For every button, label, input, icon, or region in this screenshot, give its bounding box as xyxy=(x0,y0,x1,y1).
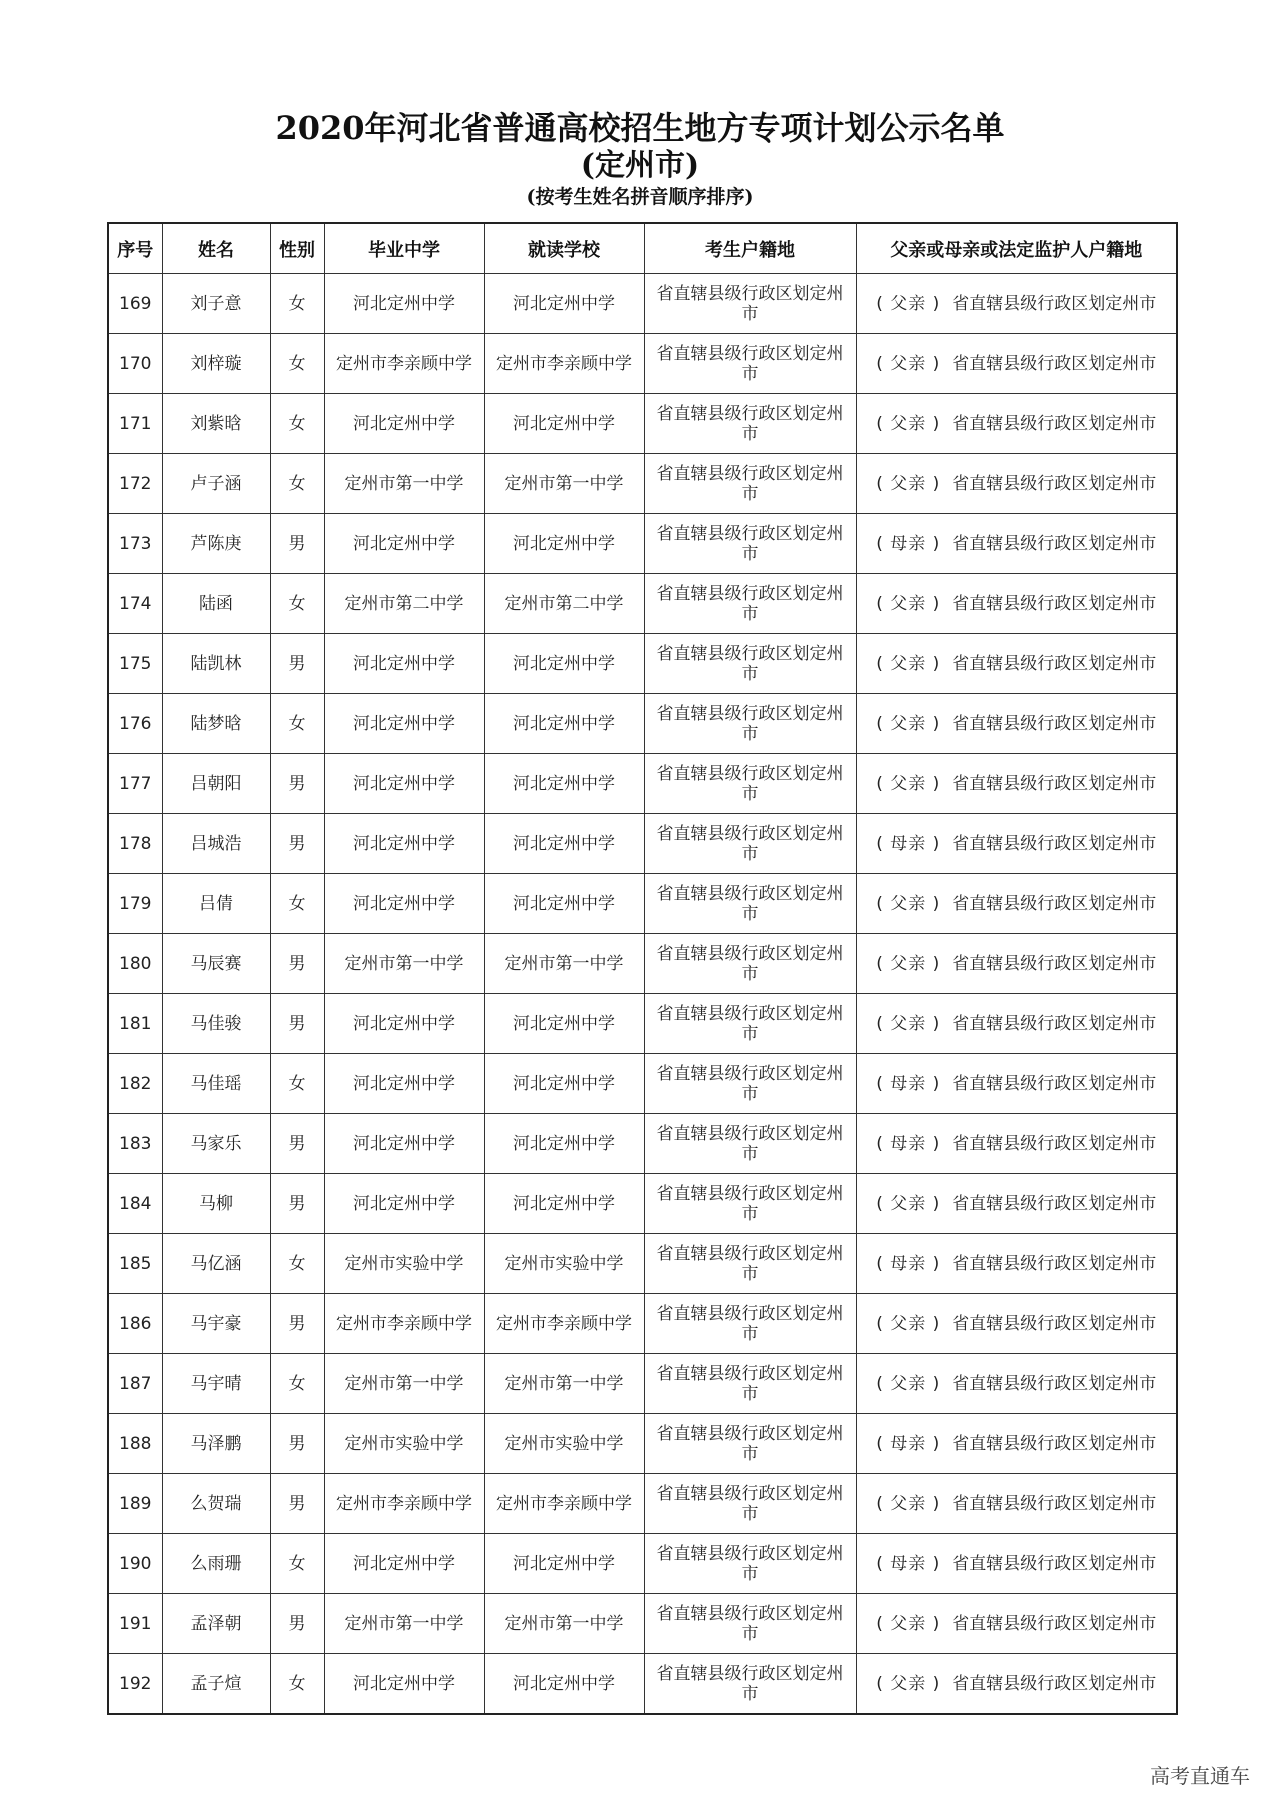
table-row xyxy=(108,274,1177,334)
cell-guardian-hukou xyxy=(856,874,1177,934)
cell-hukou: 省直辖县级行政区划定州市 xyxy=(644,1294,856,1354)
guardian-place: 省直辖县级行政区划定州市 xyxy=(952,1553,1157,1574)
cell-hukou: 省直辖县级行政区划定州市 xyxy=(644,934,856,994)
cell-grad-school: 河北定州中学 xyxy=(324,1174,484,1234)
cell-current-school: 河北定州中学 xyxy=(484,1174,644,1234)
table-row xyxy=(108,1174,1177,1234)
table-row xyxy=(108,1294,1177,1354)
cell-gender: 女 xyxy=(270,1234,324,1294)
guardian-relation: ( 父亲 ) xyxy=(876,713,941,734)
cell-grad-school: 河北定州中学 xyxy=(324,634,484,694)
page-title: 2020年河北省普通高校招生地方专项计划公示名单 xyxy=(275,109,1005,147)
cell-grad-school: 定州市实验中学 xyxy=(324,1234,484,1294)
cell-hukou: 省直辖县级行政区划定州市 xyxy=(644,514,856,574)
guardian-relation: ( 父亲 ) xyxy=(876,353,941,374)
header-row xyxy=(108,223,1177,274)
table-header xyxy=(108,223,1177,274)
cell-guardian-hukou xyxy=(856,814,1177,874)
cell-current-school: 定州市第二中学 xyxy=(484,574,644,634)
guardian-place: 省直辖县级行政区划定州市 xyxy=(952,473,1157,494)
guardian-relation: ( 父亲 ) xyxy=(876,293,941,314)
cell-guardian-hukou xyxy=(856,1654,1177,1715)
cell-guardian-hukou xyxy=(856,1054,1177,1114)
cell-name: 么雨珊 xyxy=(162,1534,270,1594)
cell-current-school: 定州市李亲顾中学 xyxy=(484,1294,644,1354)
cell-name: 孟泽朝 xyxy=(162,1594,270,1654)
cell-gender: 男 xyxy=(270,1414,324,1474)
table-body xyxy=(108,274,1177,1715)
table-row xyxy=(108,754,1177,814)
cell-gender: 男 xyxy=(270,1474,324,1534)
guardian-relation: ( 母亲 ) xyxy=(876,1433,941,1454)
cell-name: 陆函 xyxy=(162,574,270,634)
guardian-relation: ( 母亲 ) xyxy=(876,533,941,554)
guardian-place: 省直辖县级行政区划定州市 xyxy=(952,1373,1157,1394)
cell-hukou: 省直辖县级行政区划定州市 xyxy=(644,694,856,754)
cell-gender: 男 xyxy=(270,1174,324,1234)
header-name: 姓名 xyxy=(162,223,270,274)
cell-name: 马柳 xyxy=(162,1174,270,1234)
cell-guardian-hukou xyxy=(856,994,1177,1054)
cell-grad-school: 河北定州中学 xyxy=(324,274,484,334)
cell-guardian-hukou xyxy=(856,1414,1177,1474)
guardian-relation: ( 父亲 ) xyxy=(876,413,941,434)
guardian-place: 省直辖县级行政区划定州市 xyxy=(952,413,1157,434)
cell-gender: 女 xyxy=(270,694,324,754)
guardian-place: 省直辖县级行政区划定州市 xyxy=(952,653,1157,674)
cell-grad-school: 河北定州中学 xyxy=(324,394,484,454)
cell-name: 芦陈庚 xyxy=(162,514,270,574)
guardian-relation: ( 父亲 ) xyxy=(876,893,941,914)
table-row xyxy=(108,1594,1177,1654)
cell-seq: 192 xyxy=(108,1654,162,1715)
cell-hukou: 省直辖县级行政区划定州市 xyxy=(644,1174,856,1234)
cell-seq: 182 xyxy=(108,1054,162,1114)
cell-name: 孟子煊 xyxy=(162,1654,270,1715)
header-hukou: 考生户籍地 xyxy=(644,223,856,274)
guardian-place: 省直辖县级行政区划定州市 xyxy=(952,1193,1157,1214)
cell-current-school: 河北定州中学 xyxy=(484,814,644,874)
table-row xyxy=(108,1114,1177,1174)
table-row xyxy=(108,1234,1177,1294)
cell-hukou: 省直辖县级行政区划定州市 xyxy=(644,1234,856,1294)
watermark: 高考直通车 xyxy=(1150,1764,1250,1788)
cell-seq: 186 xyxy=(108,1294,162,1354)
cell-gender: 女 xyxy=(270,574,324,634)
table-row xyxy=(108,394,1177,454)
cell-gender: 男 xyxy=(270,1294,324,1354)
cell-current-school: 定州市实验中学 xyxy=(484,1234,644,1294)
cell-guardian-hukou xyxy=(856,1294,1177,1354)
cell-guardian-hukou xyxy=(856,574,1177,634)
cell-name: 陆凯林 xyxy=(162,634,270,694)
cell-current-school: 河北定州中学 xyxy=(484,394,644,454)
cell-grad-school: 河北定州中学 xyxy=(324,754,484,814)
guardian-place: 省直辖县级行政区划定州市 xyxy=(952,1613,1157,1634)
guardian-place: 省直辖县级行政区划定州市 xyxy=(952,1013,1157,1034)
cell-seq: 185 xyxy=(108,1234,162,1294)
cell-current-school: 河北定州中学 xyxy=(484,274,644,334)
cell-name: 吕朝阳 xyxy=(162,754,270,814)
cell-gender: 男 xyxy=(270,1594,324,1654)
cell-hukou: 省直辖县级行政区划定州市 xyxy=(644,754,856,814)
cell-grad-school: 河北定州中学 xyxy=(324,1654,484,1715)
cell-seq: 179 xyxy=(108,874,162,934)
guardian-relation: ( 父亲 ) xyxy=(876,653,941,674)
guardian-place: 省直辖县级行政区划定州市 xyxy=(952,353,1157,374)
cell-hukou: 省直辖县级行政区划定州市 xyxy=(644,994,856,1054)
cell-grad-school: 定州市第一中学 xyxy=(324,1594,484,1654)
cell-gender: 男 xyxy=(270,994,324,1054)
guardian-place: 省直辖县级行政区划定州市 xyxy=(952,1313,1157,1334)
table-row xyxy=(108,1474,1177,1534)
header-gender: 性别 xyxy=(270,223,324,274)
cell-gender: 女 xyxy=(270,1354,324,1414)
cell-guardian-hukou xyxy=(856,334,1177,394)
header-seq: 序号 xyxy=(108,223,162,274)
cell-hukou: 省直辖县级行政区划定州市 xyxy=(644,334,856,394)
table-row xyxy=(108,814,1177,874)
guardian-place: 省直辖县级行政区划定州市 xyxy=(952,293,1157,314)
cell-current-school: 河北定州中学 xyxy=(484,754,644,814)
cell-hukou: 省直辖县级行政区划定州市 xyxy=(644,1354,856,1414)
cell-guardian-hukou xyxy=(856,1594,1177,1654)
cell-gender: 男 xyxy=(270,634,324,694)
cell-guardian-hukou xyxy=(856,934,1177,994)
guardian-relation: ( 母亲 ) xyxy=(876,1073,941,1094)
guardian-place: 省直辖县级行政区划定州市 xyxy=(952,833,1157,854)
cell-gender: 女 xyxy=(270,334,324,394)
cell-grad-school: 定州市李亲顾中学 xyxy=(324,334,484,394)
cell-hukou: 省直辖县级行政区划定州市 xyxy=(644,1414,856,1474)
table-row xyxy=(108,1054,1177,1114)
cell-seq: 177 xyxy=(108,754,162,814)
header-current-school: 就读学校 xyxy=(484,223,644,274)
cell-seq: 172 xyxy=(108,454,162,514)
cell-hukou: 省直辖县级行政区划定州市 xyxy=(644,574,856,634)
cell-name: 卢子涵 xyxy=(162,454,270,514)
cell-grad-school: 河北定州中学 xyxy=(324,994,484,1054)
cell-seq: 173 xyxy=(108,514,162,574)
table-row xyxy=(108,634,1177,694)
cell-guardian-hukou xyxy=(856,454,1177,514)
guardian-place: 省直辖县级行政区划定州市 xyxy=(952,713,1157,734)
cell-gender: 男 xyxy=(270,814,324,874)
cell-hukou: 省直辖县级行政区划定州市 xyxy=(644,874,856,934)
cell-current-school: 河北定州中学 xyxy=(484,1114,644,1174)
cell-current-school: 定州市第一中学 xyxy=(484,454,644,514)
cell-seq: 180 xyxy=(108,934,162,994)
cell-grad-school: 定州市第一中学 xyxy=(324,934,484,994)
cell-gender: 女 xyxy=(270,394,324,454)
cell-name: 吕倩 xyxy=(162,874,270,934)
cell-current-school: 河北定州中学 xyxy=(484,1054,644,1114)
cell-grad-school: 河北定州中学 xyxy=(324,1054,484,1114)
cell-name: 马佳骏 xyxy=(162,994,270,1054)
cell-current-school: 河北定州中学 xyxy=(484,994,644,1054)
guardian-relation: ( 父亲 ) xyxy=(876,1013,941,1034)
guardian-relation: ( 母亲 ) xyxy=(876,1133,941,1154)
cell-seq: 187 xyxy=(108,1354,162,1414)
sort-note: (按考生姓名拼音顺序排序) xyxy=(526,186,754,208)
table-row xyxy=(108,1414,1177,1474)
guardian-relation: ( 父亲 ) xyxy=(876,593,941,614)
guardian-place: 省直辖县级行政区划定州市 xyxy=(952,533,1157,554)
cell-name: 马佳瑶 xyxy=(162,1054,270,1114)
cell-current-school: 定州市第一中学 xyxy=(484,934,644,994)
cell-current-school: 河北定州中学 xyxy=(484,694,644,754)
table-row xyxy=(108,934,1177,994)
cell-gender: 男 xyxy=(270,514,324,574)
cell-seq: 171 xyxy=(108,394,162,454)
cell-hukou: 省直辖县级行政区划定州市 xyxy=(644,634,856,694)
guardian-place: 省直辖县级行政区划定州市 xyxy=(952,1253,1157,1274)
header-guardian-hukou: 父亲或母亲或法定监护人户籍地 xyxy=(856,223,1177,274)
table-row xyxy=(108,334,1177,394)
cell-guardian-hukou xyxy=(856,514,1177,574)
cell-grad-school: 定州市第二中学 xyxy=(324,574,484,634)
cell-name: 吕城浩 xyxy=(162,814,270,874)
cell-guardian-hukou xyxy=(856,274,1177,334)
guardian-relation: ( 母亲 ) xyxy=(876,1253,941,1274)
table-row xyxy=(108,1354,1177,1414)
cell-name: 马亿涵 xyxy=(162,1234,270,1294)
cell-seq: 191 xyxy=(108,1594,162,1654)
cell-seq: 174 xyxy=(108,574,162,634)
table-row xyxy=(108,694,1177,754)
cell-name: 马辰赛 xyxy=(162,934,270,994)
cell-gender: 女 xyxy=(270,874,324,934)
cell-grad-school: 定州市第一中学 xyxy=(324,1354,484,1414)
cell-gender: 男 xyxy=(270,934,324,994)
cell-gender: 女 xyxy=(270,454,324,514)
cell-hukou: 省直辖县级行政区划定州市 xyxy=(644,1054,856,1114)
cell-gender: 女 xyxy=(270,1654,324,1715)
cell-seq: 178 xyxy=(108,814,162,874)
cell-seq: 181 xyxy=(108,994,162,1054)
guardian-place: 省直辖县级行政区划定州市 xyxy=(952,1073,1157,1094)
cell-current-school: 定州市实验中学 xyxy=(484,1414,644,1474)
cell-guardian-hukou xyxy=(856,1354,1177,1414)
guardian-place: 省直辖县级行政区划定州市 xyxy=(952,953,1157,974)
cell-guardian-hukou xyxy=(856,634,1177,694)
cell-gender: 女 xyxy=(270,1534,324,1594)
cell-gender: 男 xyxy=(270,1114,324,1174)
cell-grad-school: 定州市第一中学 xyxy=(324,454,484,514)
cell-guardian-hukou xyxy=(856,1114,1177,1174)
guardian-place: 省直辖县级行政区划定州市 xyxy=(952,893,1157,914)
guardian-relation: ( 父亲 ) xyxy=(876,1673,941,1694)
guardian-relation: ( 父亲 ) xyxy=(876,1613,941,1634)
header-grad-school: 毕业中学 xyxy=(324,223,484,274)
guardian-relation: ( 父亲 ) xyxy=(876,953,941,974)
cell-guardian-hukou xyxy=(856,1174,1177,1234)
table-row xyxy=(108,454,1177,514)
cell-gender: 女 xyxy=(270,274,324,334)
cell-grad-school: 定州市实验中学 xyxy=(324,1414,484,1474)
cell-guardian-hukou xyxy=(856,1234,1177,1294)
cell-current-school: 定州市第一中学 xyxy=(484,1594,644,1654)
cell-hukou: 省直辖县级行政区划定州市 xyxy=(644,1474,856,1534)
cell-grad-school: 河北定州中学 xyxy=(324,1114,484,1174)
guardian-relation: ( 父亲 ) xyxy=(876,773,941,794)
page-subtitle: (定州市) xyxy=(580,148,700,183)
cell-hukou: 省直辖县级行政区划定州市 xyxy=(644,454,856,514)
cell-current-school: 定州市李亲顾中学 xyxy=(484,334,644,394)
guardian-place: 省直辖县级行政区划定州市 xyxy=(952,1673,1157,1694)
guardian-place: 省直辖县级行政区划定州市 xyxy=(952,593,1157,614)
cell-current-school: 河北定州中学 xyxy=(484,1534,644,1594)
cell-name: 马家乐 xyxy=(162,1114,270,1174)
cell-hukou: 省直辖县级行政区划定州市 xyxy=(644,1534,856,1594)
table-row xyxy=(108,1654,1177,1715)
cell-seq: 188 xyxy=(108,1414,162,1474)
cell-name: 么贺瑞 xyxy=(162,1474,270,1534)
cell-current-school: 河北定州中学 xyxy=(484,634,644,694)
cell-name: 刘子意 xyxy=(162,274,270,334)
cell-guardian-hukou xyxy=(856,394,1177,454)
cell-gender: 男 xyxy=(270,754,324,814)
cell-name: 刘梓璇 xyxy=(162,334,270,394)
cell-seq: 190 xyxy=(108,1534,162,1594)
cell-guardian-hukou xyxy=(856,1534,1177,1594)
guardian-relation: ( 母亲 ) xyxy=(876,1553,941,1574)
cell-seq: 189 xyxy=(108,1474,162,1534)
cell-hukou: 省直辖县级行政区划定州市 xyxy=(644,274,856,334)
cell-hukou: 省直辖县级行政区划定州市 xyxy=(644,1654,856,1715)
cell-current-school: 定州市第一中学 xyxy=(484,1354,644,1414)
cell-current-school: 河北定州中学 xyxy=(484,874,644,934)
cell-guardian-hukou xyxy=(856,754,1177,814)
guardian-relation: ( 母亲 ) xyxy=(876,833,941,854)
cell-name: 马宇晴 xyxy=(162,1354,270,1414)
guardian-relation: ( 父亲 ) xyxy=(876,1193,941,1214)
table-row xyxy=(108,874,1177,934)
cell-current-school: 河北定州中学 xyxy=(484,514,644,574)
cell-seq: 175 xyxy=(108,634,162,694)
cell-hukou: 省直辖县级行政区划定州市 xyxy=(644,814,856,874)
cell-grad-school: 河北定州中学 xyxy=(324,514,484,574)
cell-name: 陆梦晗 xyxy=(162,694,270,754)
cell-grad-school: 河北定州中学 xyxy=(324,1534,484,1594)
cell-seq: 183 xyxy=(108,1114,162,1174)
cell-guardian-hukou xyxy=(856,694,1177,754)
cell-hukou: 省直辖县级行政区划定州市 xyxy=(644,1594,856,1654)
cell-grad-school: 定州市李亲顾中学 xyxy=(324,1294,484,1354)
guardian-relation: ( 父亲 ) xyxy=(876,473,941,494)
table-row xyxy=(108,514,1177,574)
cell-hukou: 省直辖县级行政区划定州市 xyxy=(644,1114,856,1174)
guardian-place: 省直辖县级行政区划定州市 xyxy=(952,1493,1157,1514)
cell-seq: 169 xyxy=(108,274,162,334)
guardian-place: 省直辖县级行政区划定州市 xyxy=(952,1433,1157,1454)
cell-name: 马泽鹏 xyxy=(162,1414,270,1474)
cell-seq: 184 xyxy=(108,1174,162,1234)
cell-grad-school: 河北定州中学 xyxy=(324,814,484,874)
table-row xyxy=(108,1534,1177,1594)
cell-seq: 176 xyxy=(108,694,162,754)
table-row xyxy=(108,994,1177,1054)
guardian-place: 省直辖县级行政区划定州市 xyxy=(952,1133,1157,1154)
guardian-relation: ( 父亲 ) xyxy=(876,1493,941,1514)
cell-gender: 女 xyxy=(270,1054,324,1114)
cell-seq: 170 xyxy=(108,334,162,394)
cell-hukou: 省直辖县级行政区划定州市 xyxy=(644,394,856,454)
guardian-place: 省直辖县级行政区划定州市 xyxy=(952,773,1157,794)
cell-current-school: 定州市李亲顾中学 xyxy=(484,1474,644,1534)
cell-grad-school: 定州市李亲顾中学 xyxy=(324,1474,484,1534)
cell-current-school: 河北定州中学 xyxy=(484,1654,644,1715)
cell-grad-school: 河北定州中学 xyxy=(324,874,484,934)
guardian-relation: ( 父亲 ) xyxy=(876,1313,941,1334)
cell-name: 刘紫晗 xyxy=(162,394,270,454)
guardian-relation: ( 父亲 ) xyxy=(876,1373,941,1394)
cell-name: 马宇豪 xyxy=(162,1294,270,1354)
roster-table xyxy=(107,222,1178,1715)
table-row xyxy=(108,574,1177,634)
cell-guardian-hukou xyxy=(856,1474,1177,1534)
cell-grad-school: 河北定州中学 xyxy=(324,694,484,754)
